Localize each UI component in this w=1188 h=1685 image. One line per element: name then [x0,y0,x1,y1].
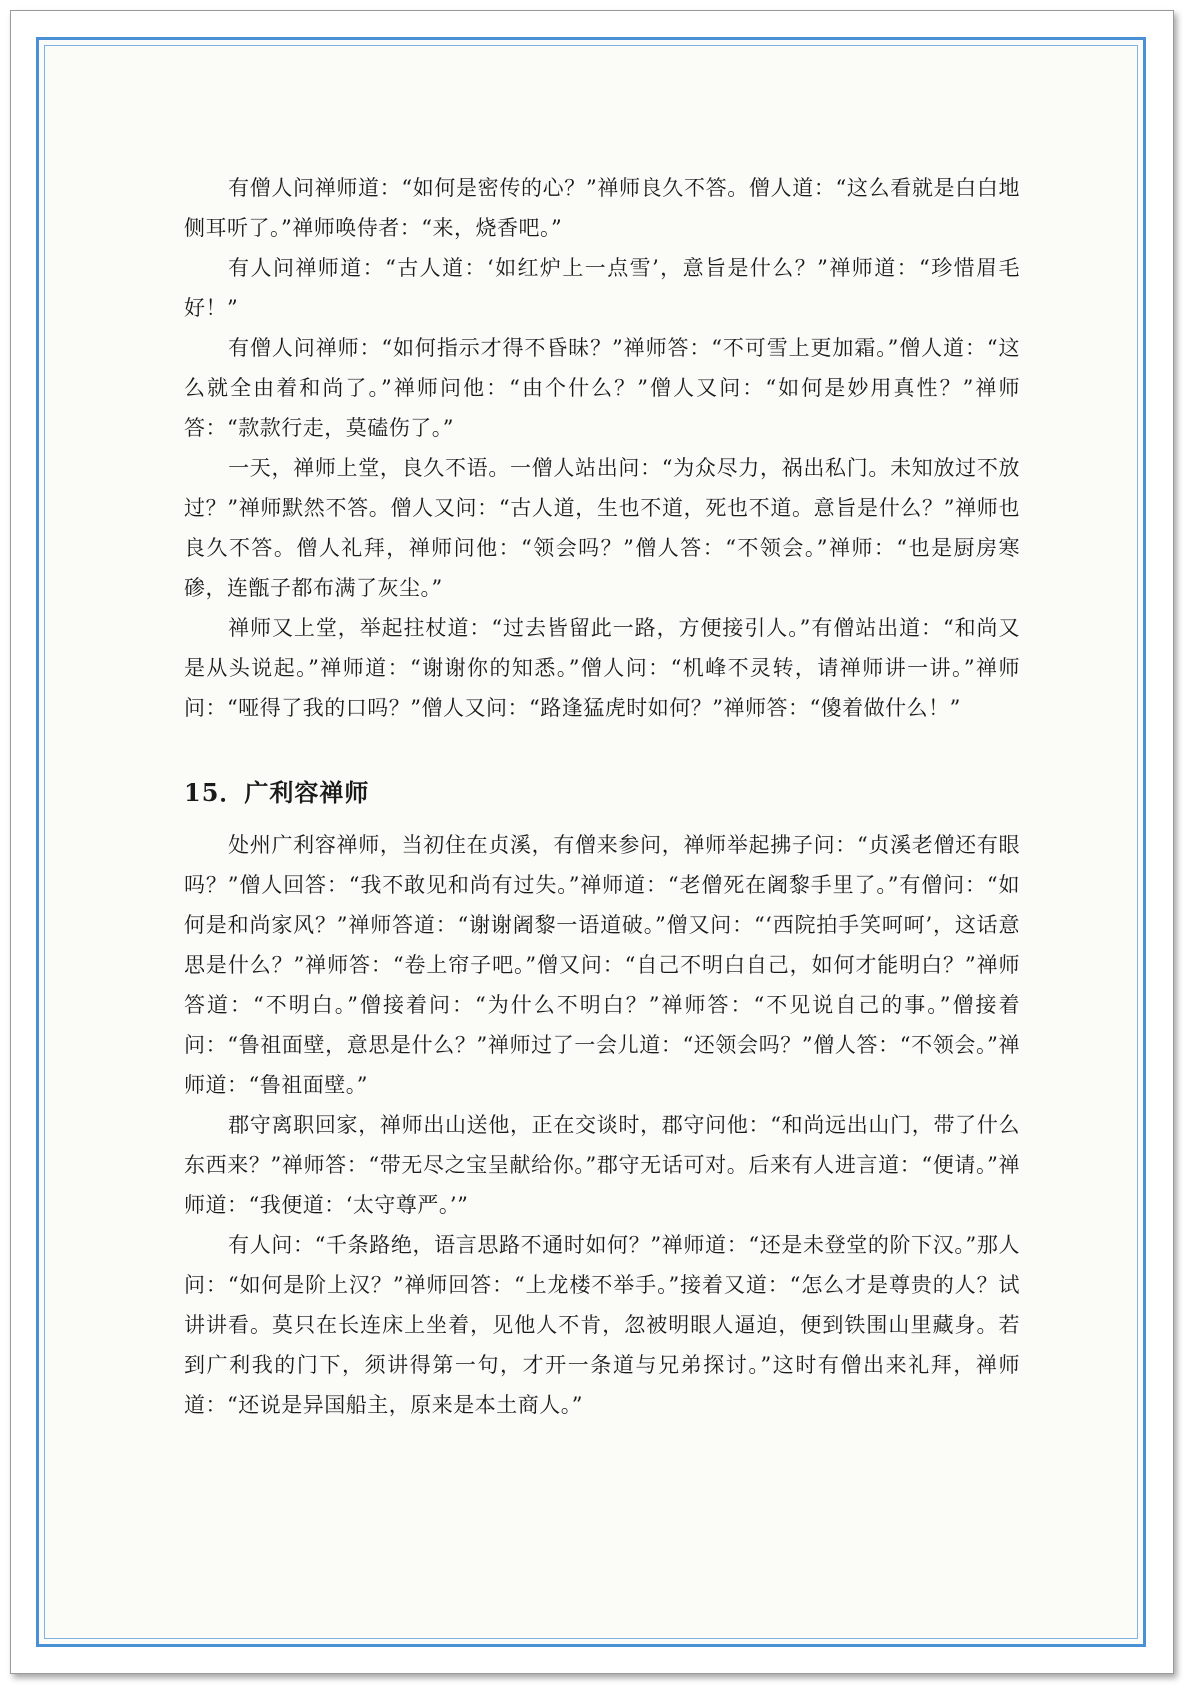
paragraph: 一天，禅师上堂，良久不语。一僧人站出问：“为众尽力，祸出私门。未知放过不放过？”禅师默然不答。僧人又问：“古人道，生也不道，死也不道。意旨是什么？”禅师也良久不答。僧人礼拜，禅师问他：“领会吗？”僧人答：“不领会。”禅师：“也是厨房寒碜，连甑子都布满了灰尘。” [184,456,1020,600]
paragraph: 有僧人问禅师：“如何指示才得不昏昧？”禅师答：“不可雪上更加霜。”僧人道：“这么就全由着和尚了。”禅师问他：“由个什么？”僧人又问：“如何是妙用真性？”禅师答：“款款行走，莫磕伤了。” [184,336,1020,440]
paragraph: 有僧人问禅师道：“如何是密传的心？”禅师良久不答。僧人道：“这么看就是白白地侧耳听了。”禅师唤侍者：“来，烧香吧。” [184,176,1020,240]
paragraph: 有人问禅师道：“古人道：‘如红炉上一点雪’，意旨是什么？”禅师道：“珍惜眉毛好！” [184,256,1020,320]
paragraph: 处州广利容禅师，当初住在贞溪，有僧来参问，禅师举起拂子问：“贞溪老僧还有眼吗？”僧人回答：“我不敢见和尚有过失。”禅师道：“老僧死在阇黎手里了。”有僧问：“如何是和尚家风？”禅师答道：“谢谢阇黎一语道破。”僧又问：“‘西院拍手笑呵呵’，这话意思是什么？”禅师答：“卷上帘子吧。”僧又问：“自己不明白自己，如何才能明白？”禅师答道：“不明白。”僧接着问：“为什么不明白？”禅师答：“不见说自己的事。”僧接着问：“鲁祖面壁，意思是什么？”禅师过了一会儿道：“还领会吗？”僧人答：“不领会。”禅师道：“鲁祖面壁。” [184,833,1020,1097]
paragraph: 郡守离职回家，禅师出山送他，正在交谈时，郡守问他：“和尚远出山门，带了什么东西来？”禅师答：“带无尽之宝呈献给你。”郡守无话可对。后来有人进言道：“便请。”禅师道：“我便道：‘太守尊严。’” [184,1113,1020,1217]
document-body [184,168,1020,1425]
paragraph: 禅师又上堂，举起拄杖道：“过去皆留此一路，方便接引人。”有僧站出道：“和尚又是从头说起。”禅师道：“谢谢你的知悉。”僧人问：“机峰不灵转，请禅师讲一讲。”禅师问：“哑得了我的口吗？”僧人又问：“路逢猛虎时如何？”禅师答：“傻着做什么！” [184,616,1020,720]
section-heading: 15．广利容禅师 [184,778,370,807]
paragraph: 有人问：“千条路绝，语言思路不通时如何？”禅师道：“还是未登堂的阶下汉。”那人问：“如何是阶上汉？”禅师回答：“上龙楼不举手。”接着又道：“怎么才是尊贵的人？试讲讲看。莫只在长连床上坐着，见他人不肯，忽被明眼人逼迫，便到铁围山里藏身。若到广利我的门下，须讲得第一句，才开一条道与兄弟探讨。”这时有僧出来礼拜，禅师道：“还说是异国船主，原来是本土商人。” [184,1233,1020,1417]
